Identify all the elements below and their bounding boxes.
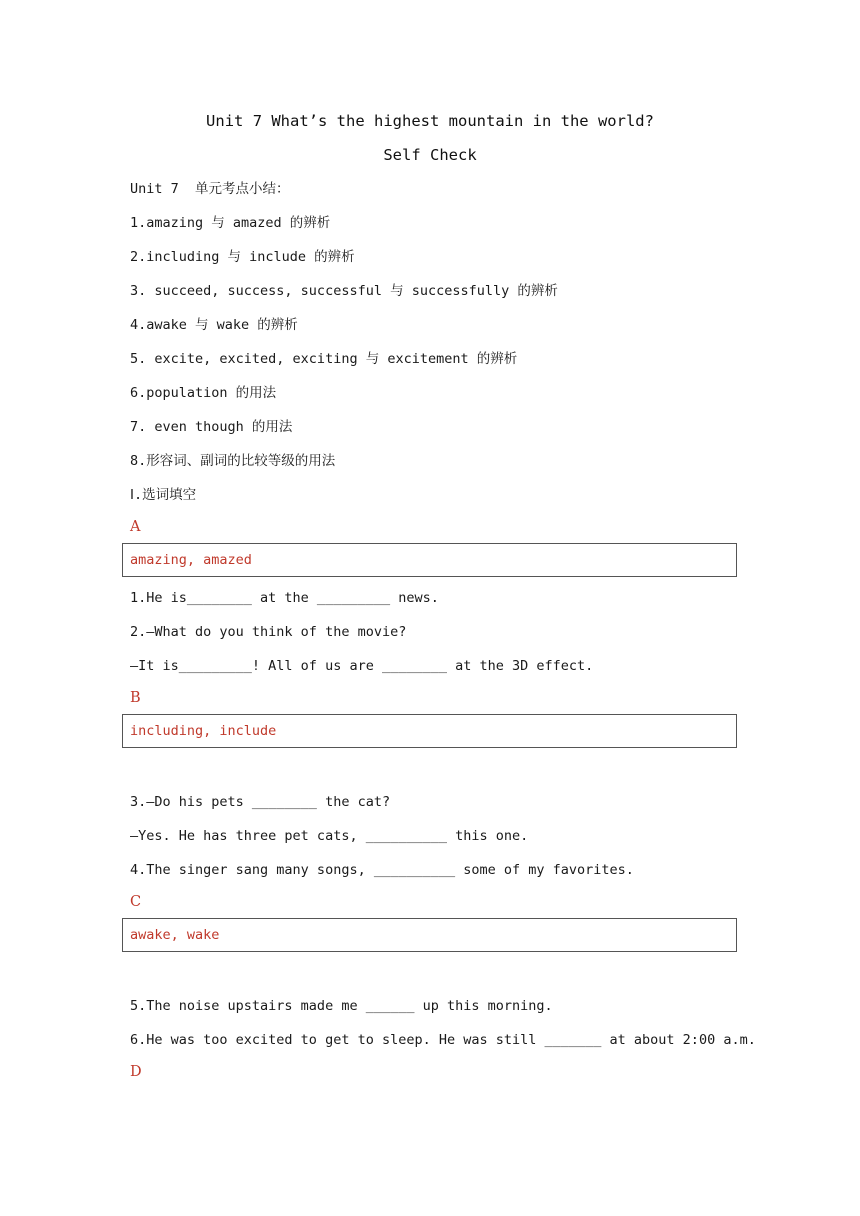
summary-item: 6.population 的用法 <box>130 385 277 401</box>
section-label-a: A <box>130 519 141 535</box>
question-line: 6.He was too excited to get to sleep. He was still _______ at about 2:00 a.m. <box>130 1032 756 1048</box>
summary-item: 3. succeed, success, successful 与 successfully 的辨析 <box>130 283 558 299</box>
word-box-text: including, include <box>130 723 277 739</box>
question-line: 1.He is________ at the _________ news. <box>130 590 439 606</box>
question-line: 3.—Do his pets ________ the cat? <box>130 794 391 810</box>
word-box-text: amazing, amazed <box>130 552 252 568</box>
word-box-c <box>122 918 737 952</box>
exercise-heading: Ⅰ.选词填空 <box>130 487 197 503</box>
word-box-a <box>122 543 737 577</box>
question-line: —It is_________! All of us are ________ at the 3D effect. <box>130 658 594 674</box>
question-line: —Yes. He has three pet cats, __________ this one. <box>130 828 529 844</box>
summary-item: 1.amazing 与 amazed 的辨析 <box>130 215 331 231</box>
summary-item: 5. excite, excited, exciting 与 excitement 的辨析 <box>130 351 518 367</box>
question-line: 2.—What do you think of the movie? <box>130 624 407 640</box>
summary-item: 2.including 与 include 的辨析 <box>130 249 355 265</box>
summary-item: 7. even though 的用法 <box>130 419 293 435</box>
word-box-text: awake, wake <box>130 927 220 943</box>
summary-item: 8.形容词、副词的比较等级的用法 <box>130 453 336 469</box>
section-label-c: C <box>130 894 142 910</box>
section-label-d: D <box>130 1064 142 1080</box>
document-subtitle: Self Check <box>383 146 477 164</box>
summary-item: 4.awake 与 wake 的辨析 <box>130 317 298 333</box>
section-label-b: B <box>130 690 141 706</box>
question-line: 4.The singer sang many songs, __________ some of my favorites. <box>130 862 634 878</box>
document-title: Unit 7 What’s the highest mountain in the world? <box>206 112 654 130</box>
question-line: 5.The noise upstairs made me ______ up this morning. <box>130 998 553 1014</box>
word-box-b <box>122 714 737 748</box>
summary-heading: Unit 7 单元考点小结： <box>130 181 290 197</box>
